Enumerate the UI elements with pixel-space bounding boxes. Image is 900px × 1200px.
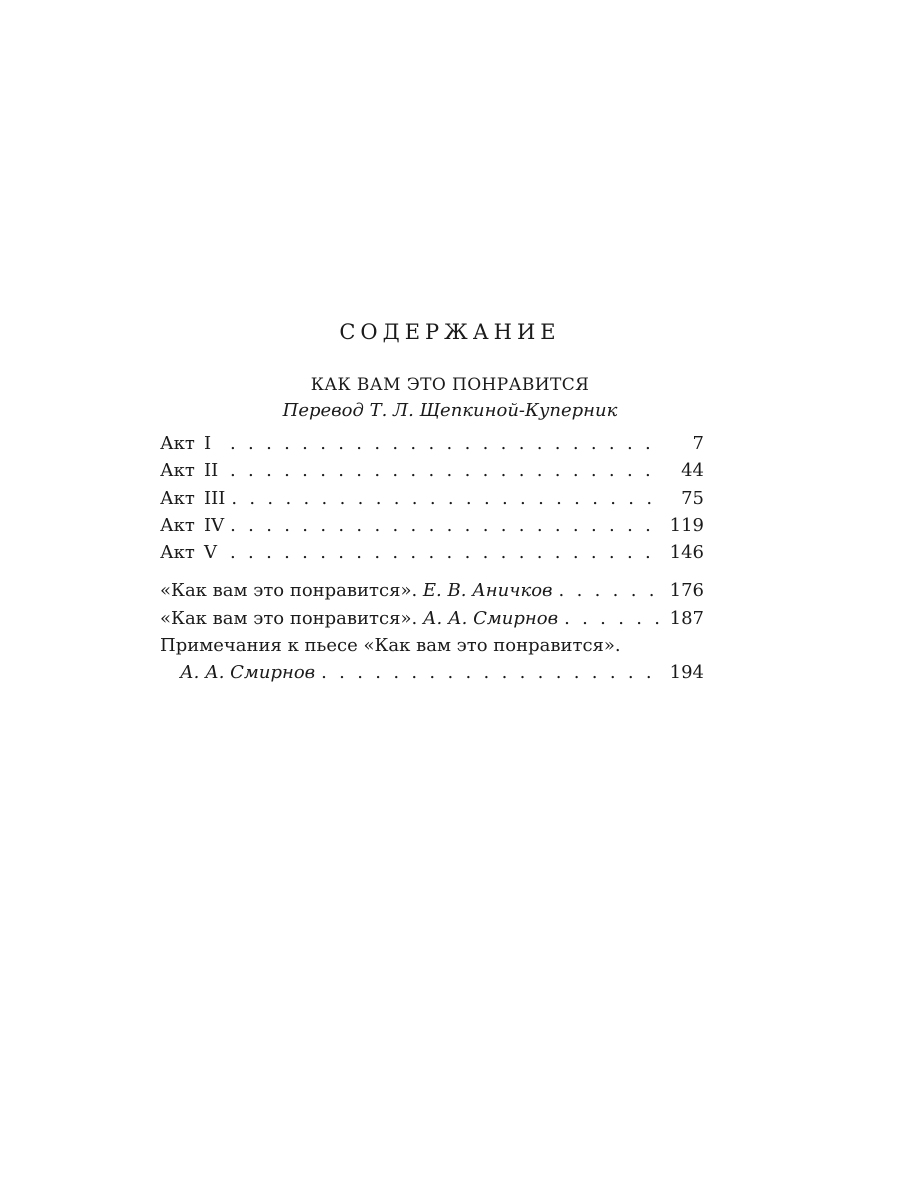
- dot-leader: [230, 430, 662, 457]
- dot-leader: [230, 539, 662, 566]
- toc-entry-notes-title[interactable]: [160, 632, 704, 659]
- dot-leader: [564, 605, 662, 632]
- toc-entry-essay-smirnov[interactable]: [160, 605, 704, 632]
- author-name: Е. В. Аничков: [422, 580, 553, 602]
- dot-leader: [559, 577, 662, 604]
- toc-entry-label: Акт IV: [160, 514, 225, 536]
- page-number: 194: [669, 662, 704, 684]
- toc-entry-act-1[interactable]: [160, 430, 704, 457]
- toc-entry-essay-anichkov[interactable]: [160, 577, 704, 604]
- author-name: А. А. Смирнов: [422, 607, 559, 629]
- page-number: 187: [669, 607, 704, 629]
- table-of-contents: [160, 430, 704, 687]
- dot-leader: [321, 659, 662, 686]
- play-title: КАК ВАМ ЭТО ПОНРАВИТСЯ: [310, 375, 590, 395]
- dot-leader: [230, 457, 662, 484]
- toc-entry-label: Акт II: [160, 460, 219, 482]
- toc-entry-label: Акт I: [160, 433, 212, 454]
- page-number: 176: [669, 580, 704, 602]
- author-name: А. А. Смирнов: [180, 662, 316, 684]
- page-number: 44: [681, 460, 704, 482]
- page-number: 7: [692, 433, 704, 454]
- toc-entry-act-4[interactable]: [160, 512, 704, 539]
- toc-entry-act-2[interactable]: [160, 457, 704, 484]
- toc-entry-label: [160, 659, 315, 686]
- page-number: 75: [681, 487, 704, 509]
- toc-entry-label: Акт III: [160, 487, 226, 509]
- dot-leader: [230, 512, 662, 539]
- dot-leader: [231, 485, 662, 512]
- toc-entry-label: «Как вам это понравится». Е. В. Аничков: [160, 580, 553, 602]
- toc-entry-act-5[interactable]: [160, 539, 704, 566]
- toc-entry-notes-author[interactable]: [160, 659, 704, 686]
- translator-line: Перевод Т. Л. Щепкиной-Куперник: [282, 400, 618, 421]
- toc-entry-label: Примечания к пьесе «Как вам это понравится».: [160, 635, 621, 657]
- toc-entry-label: Акт V: [160, 542, 217, 564]
- contents-heading: СОДЕРЖАНИЕ: [339, 320, 561, 344]
- toc-entry-label: «Как вам это понравится». А. А. Смирнов: [160, 607, 559, 629]
- page-number: 146: [669, 542, 704, 564]
- toc-entry-act-3[interactable]: [160, 485, 704, 512]
- page-number: 119: [669, 514, 704, 536]
